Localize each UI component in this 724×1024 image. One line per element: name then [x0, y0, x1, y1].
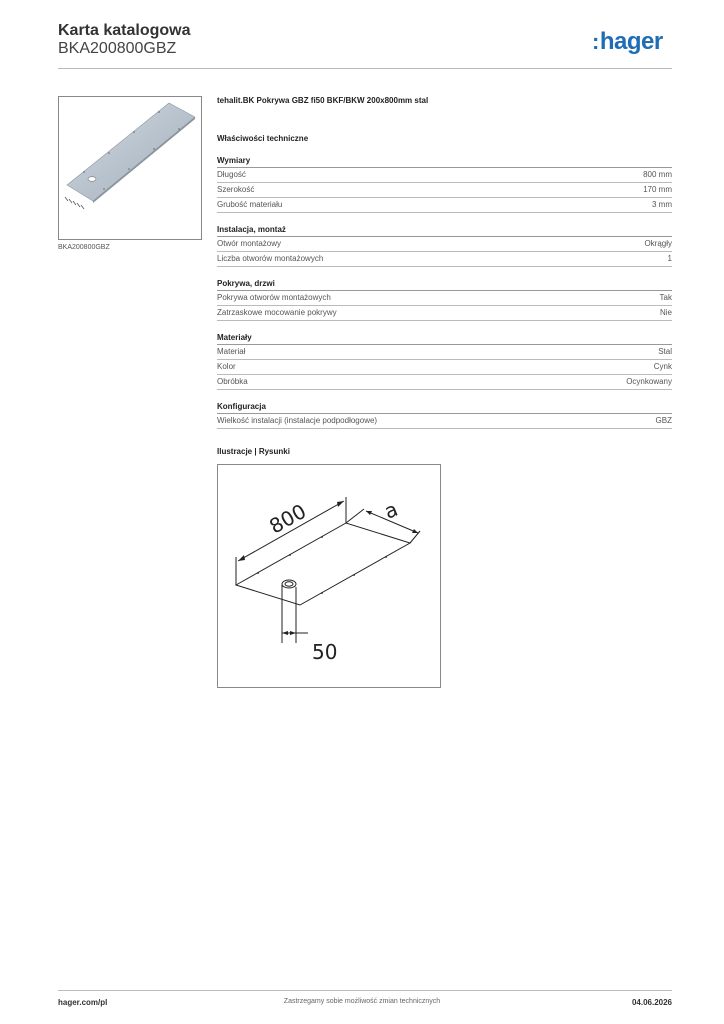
spec-row: [217, 375, 672, 390]
group-heading-installation: Instalacja, montaż: [217, 225, 672, 237]
dimension-hole: 50: [312, 640, 338, 664]
product-code: BKA200800GBZ: [58, 40, 177, 57]
product-image: [58, 96, 202, 240]
spec-label: Obróbka: [217, 377, 248, 386]
spec-label: Otwór montażowy: [217, 239, 282, 248]
spec-row: [217, 414, 672, 429]
spec-value: Ocynkowany: [626, 377, 672, 386]
spec-row: [217, 252, 672, 267]
footer-divider: [58, 990, 672, 991]
hager-logo[interactable]: :hager: [592, 28, 663, 55]
technical-drawing: [217, 464, 441, 688]
spec-row: [217, 237, 672, 252]
header-divider: [58, 68, 672, 69]
spec-row: [217, 306, 672, 321]
spec-row: [217, 198, 672, 213]
group-heading-materials: Materiały: [217, 333, 672, 345]
spec-value: GBZ: [655, 416, 672, 425]
spec-value: Okrągły: [644, 239, 672, 248]
spec-row: [217, 168, 672, 183]
illustrations-heading: Ilustracje | Rysunki: [217, 447, 290, 456]
document-title: Karta katalogowa: [58, 22, 191, 39]
spec-row: [217, 345, 672, 360]
spec-value: Tak: [659, 293, 672, 302]
spec-row: [217, 183, 672, 198]
spec-value: Nie: [659, 308, 672, 317]
spec-row: [217, 291, 672, 306]
spec-section: [217, 96, 672, 459]
spec-label: Wielkość instalacji (instalacje podpodłogowe): [217, 416, 378, 425]
footer-disclaimer: Zastrzegamy sobie możliwość zmian technicznych: [283, 998, 441, 1005]
spec-label: Grubość materiału: [217, 200, 283, 209]
product-image-caption: BKA200800GBZ: [58, 244, 110, 251]
spec-label: Zatrzaskowe mocowanie pokrywy: [217, 308, 337, 317]
spec-label: Kolor: [217, 362, 236, 371]
group-heading-dimensions: Wymiary: [217, 156, 672, 168]
dimension-length: 800: [265, 498, 311, 539]
spec-value: 170 mm: [643, 185, 672, 194]
spec-label: Długość: [217, 170, 246, 179]
group-heading-cover: Pokrywa, drzwi: [217, 279, 672, 291]
spec-row: [217, 360, 672, 375]
spec-label: Materiał: [217, 347, 246, 356]
dimension-width: a: [380, 496, 402, 524]
product-name: tehalit.BK Pokrywa GBZ fi50 BKF/BKW 200x800mm stal: [217, 96, 429, 105]
spec-label: Liczba otworów montażowych: [217, 254, 324, 263]
footer-website-link[interactable]: hager.com/pl: [58, 998, 108, 1007]
spec-value: Stal: [658, 347, 672, 356]
spec-value: Cynk: [653, 362, 672, 371]
spec-value: 3 mm: [652, 200, 672, 209]
spec-value: 1: [667, 254, 672, 263]
spec-value: 800 mm: [643, 170, 672, 179]
spec-label: Pokrywa otworów montażowych: [217, 293, 331, 302]
cover-plate-illustration: [59, 97, 201, 239]
spec-label: Szerokość: [217, 185, 255, 194]
tech-properties-heading: Właściwości techniczne: [217, 134, 309, 143]
footer-date: 04.06.2026: [631, 998, 672, 1007]
group-heading-configuration: Konfiguracja: [217, 402, 672, 414]
